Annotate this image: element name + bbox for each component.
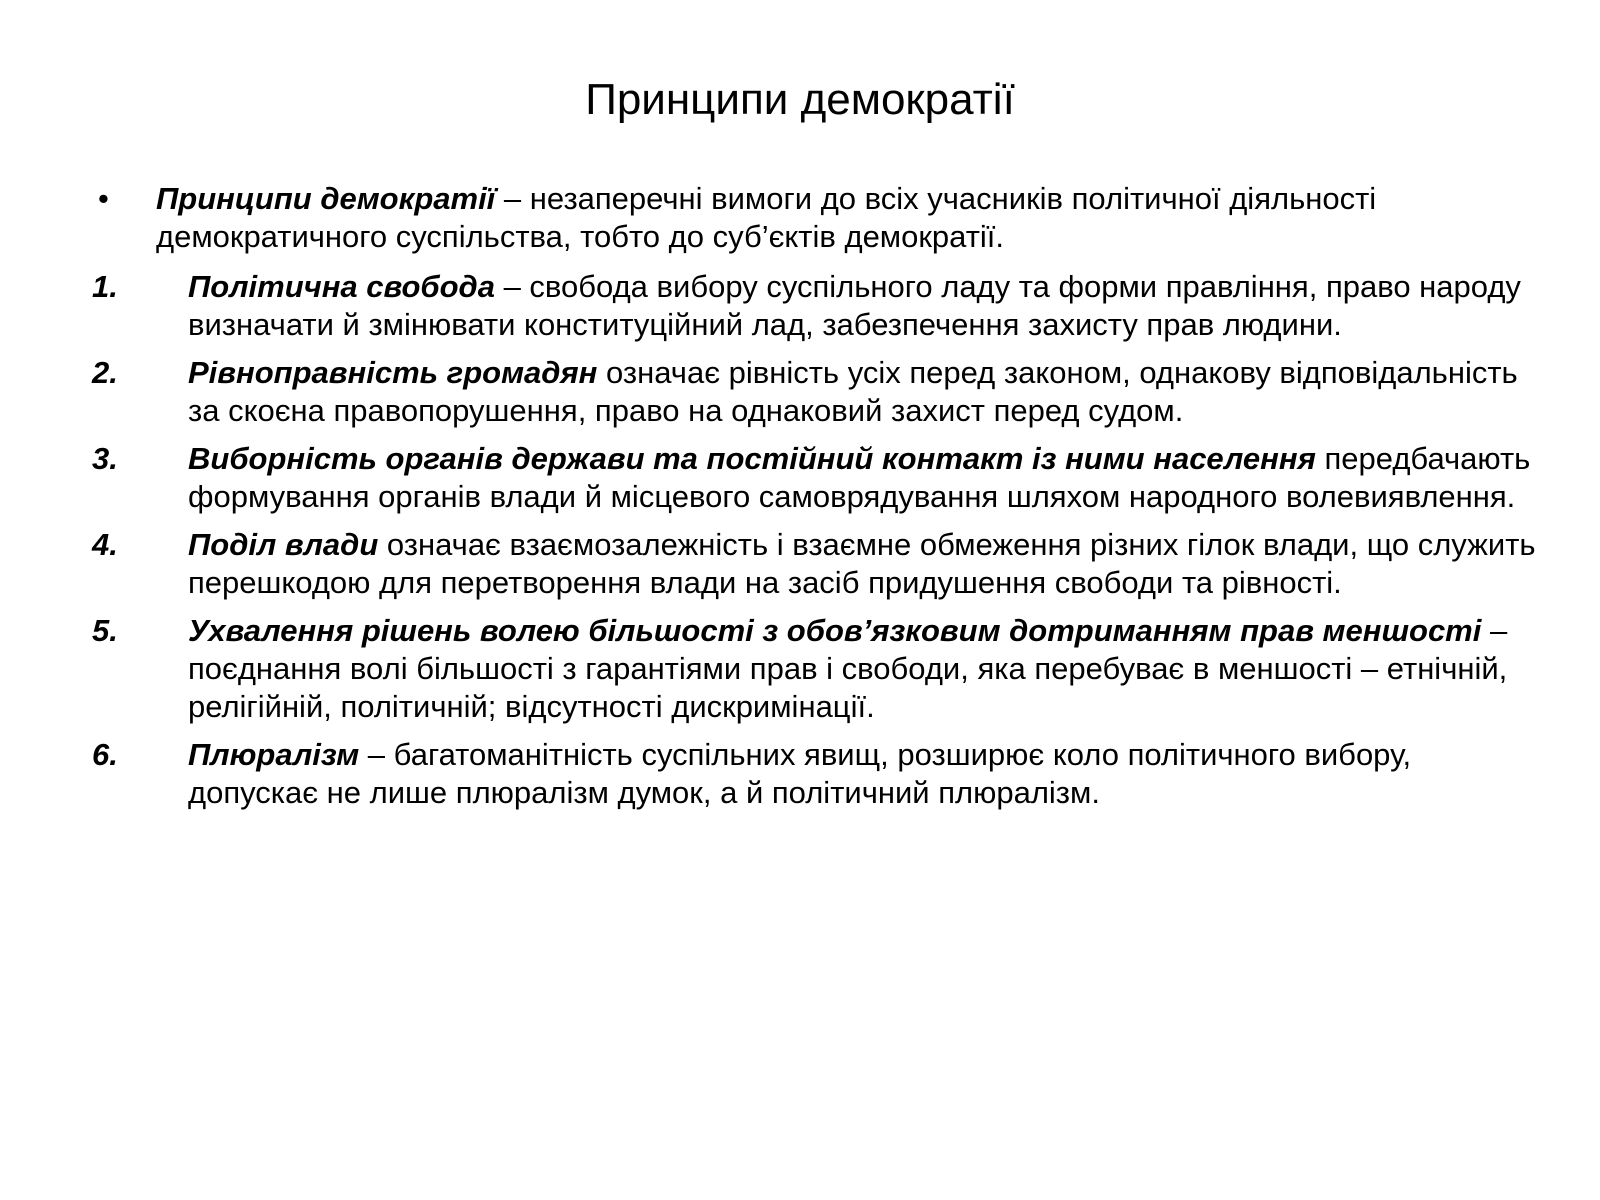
principle-number: 3. bbox=[92, 441, 118, 476]
definition-term: Принципи демократії bbox=[156, 181, 496, 216]
principle-item-4 bbox=[92, 526, 1542, 602]
principle-text: – багатоманітність суспільних явищ, розширює коло політичного вибору, допускає не лише плюралізм думок, а й політичний плюралізм. bbox=[188, 737, 1412, 810]
principle-term: Поділ влади bbox=[188, 527, 379, 562]
principle-number: 5. bbox=[92, 613, 118, 648]
principle-term: Політична свобода bbox=[188, 269, 495, 304]
principle-text: означає взаємозалежність і взаємне обмеження різних гілок влади, що служить перешкодою для перетворення влади на засіб придушення свободи та рівності. bbox=[188, 527, 1536, 600]
slide-title: Принципи демократії bbox=[585, 75, 1015, 124]
principle-item-2 bbox=[92, 354, 1542, 430]
slide-content bbox=[92, 180, 1542, 822]
principle-item-6 bbox=[92, 736, 1542, 812]
principle-item-3 bbox=[92, 440, 1542, 516]
principle-item-5 bbox=[92, 612, 1542, 726]
principle-number: 2. bbox=[92, 355, 118, 390]
definition-text: – незаперечні вимоги до всіх учасників політичної діяльності демократичного суспільства, тобто до суб’єктів демократії. bbox=[156, 181, 1377, 254]
principle-term: Виборність органів держави та постійний контакт із ними населення bbox=[188, 441, 1316, 476]
principle-number: 1. bbox=[92, 269, 118, 304]
principle-item-1 bbox=[92, 268, 1542, 344]
principle-text: означає рівність усіх перед законом, однакову відповідальність за скоєна правопорушення, право на однаковий захист перед судом. bbox=[188, 355, 1518, 428]
principle-term: Ухвалення рішень волею більшості з обов’язковим дотриманням прав меншості bbox=[188, 613, 1482, 648]
principle-text: – свобода вибору суспільного ладу та форми правління, право народу визначати й змінювати конституційний лад, забезпечення захисту прав людини. bbox=[188, 269, 1521, 342]
principle-text: – поєднання волі більшості з гарантіями прав і свободи, яка перебуває в меншості – етнічній, релігійній, політичній; відсутності дискримінації. bbox=[188, 613, 1508, 724]
principle-term: Рівноправність громадян bbox=[188, 355, 598, 390]
principle-number: 6. bbox=[92, 737, 118, 772]
bullet-marker: • bbox=[98, 181, 109, 216]
principle-text: передбачають формування органів влади й місцевого самоврядування шляхом народного волевиявлення. bbox=[188, 441, 1531, 514]
principle-number: 4. bbox=[92, 527, 118, 562]
principle-term: Плюралізм bbox=[188, 737, 360, 772]
definition-item bbox=[92, 180, 1542, 256]
